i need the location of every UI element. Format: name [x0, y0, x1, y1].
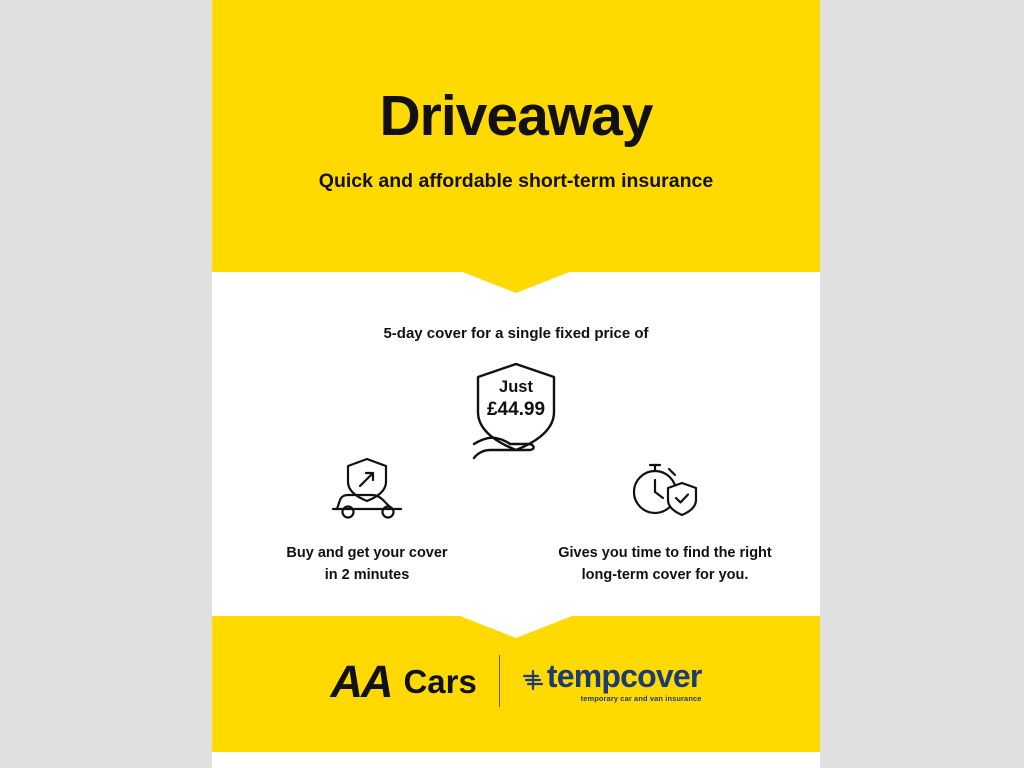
page-subtitle: Quick and affordable short-term insurance [318, 170, 714, 192]
price-badge-amount: £44.99 [486, 398, 546, 420]
feature-time-to-find-line2: long-term cover for you. [581, 566, 749, 583]
stopwatch-shield-icon [622, 455, 708, 523]
tempcover-wordmark [546, 657, 702, 703]
logo-divider [499, 655, 500, 707]
tempcover-mark-icon [522, 669, 544, 696]
feature-buy-quick-line2: in 2 minutes [324, 566, 410, 583]
car-shield-icon-wrap [252, 455, 482, 523]
price-badge-text [466, 377, 566, 421]
feature-time-to-find-line1: Gives you time to find the right [558, 545, 772, 561]
car-shield-icon [324, 455, 410, 523]
tempcover-tagline: temporary car and van insurance [580, 693, 702, 703]
feature-time-to-find [550, 455, 780, 587]
price-lead-text: 5-day cover for a single fixed price of [383, 325, 649, 342]
aa-cars-label: Cars [403, 662, 477, 700]
tempcover-logo [522, 657, 702, 703]
footer-logos [212, 655, 820, 707]
feature-buy-quick [252, 455, 482, 587]
feature-buy-quick-text [252, 543, 482, 587]
promotional-poster [212, 0, 820, 768]
price-badge [466, 360, 566, 465]
price-badge-label: Just [499, 378, 533, 396]
stopwatch-shield-icon-wrap [550, 455, 780, 523]
tempcover-name: tempcover [546, 657, 702, 694]
feature-time-to-find-text [550, 543, 780, 587]
feature-buy-quick-line1: Buy and get your cover [286, 545, 448, 561]
page-title: Driveaway [379, 84, 653, 148]
aa-logo: AA [330, 655, 392, 707]
tempcover-arrow-icon [522, 669, 544, 691]
header-band-notch [460, 271, 572, 293]
